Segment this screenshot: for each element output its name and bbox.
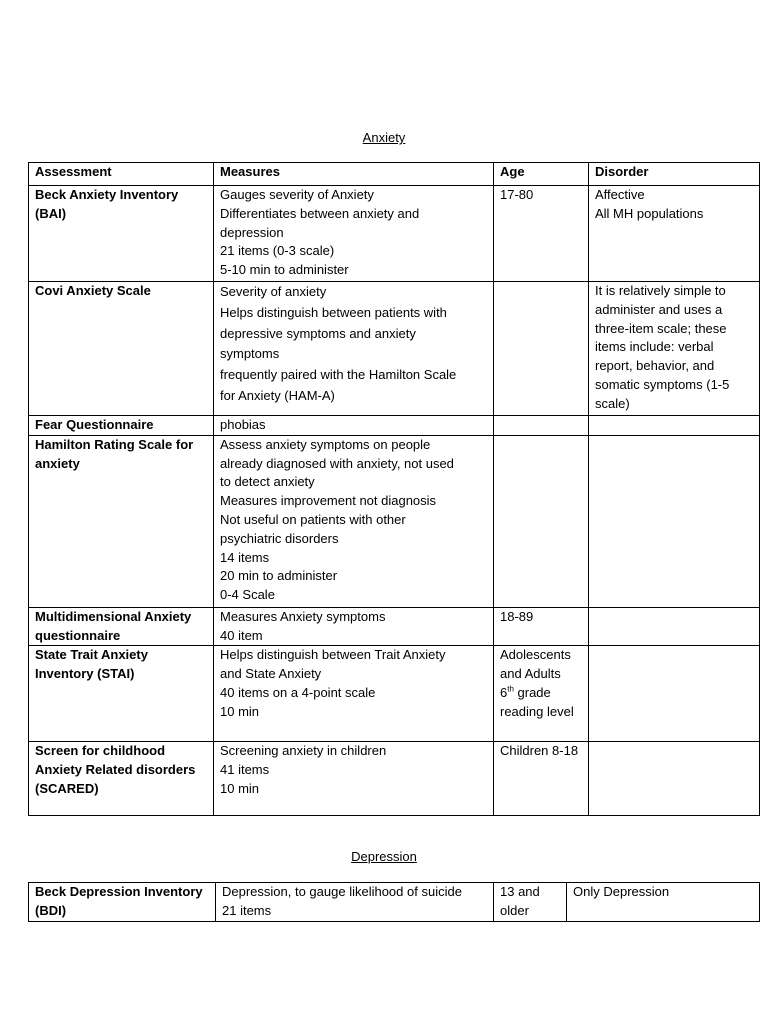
cell-line: to detect anxiety bbox=[220, 474, 315, 490]
cell-line: Helps distinguish between Trait Anxiety bbox=[220, 647, 446, 663]
anxiety-section-title: Anxiety bbox=[362, 130, 406, 145]
cell-line: 6th grade bbox=[500, 684, 551, 700]
table-row bbox=[29, 646, 760, 742]
cell-line: Not useful on patients with other bbox=[220, 511, 406, 527]
table-row bbox=[29, 282, 760, 416]
cell-line: Multidimensional Anxiety bbox=[35, 608, 192, 624]
cell-age bbox=[494, 282, 589, 416]
cell-measures bbox=[214, 186, 494, 282]
table-row bbox=[29, 416, 760, 436]
cell-line: symptoms bbox=[220, 346, 280, 362]
depression-assessment-table bbox=[28, 882, 760, 922]
cell-line: administer and uses a bbox=[595, 301, 723, 317]
header-age: Age bbox=[494, 163, 589, 186]
cell-assessment bbox=[29, 186, 214, 282]
header-disorder: Disorder bbox=[589, 163, 760, 186]
cell-assessment bbox=[29, 416, 214, 436]
cell-assessment bbox=[29, 435, 214, 607]
cell-line: Gauges severity of Anxiety bbox=[220, 187, 374, 202]
cell-line: Anxiety Related disorders bbox=[35, 762, 196, 778]
cell-line: anxiety bbox=[35, 455, 80, 471]
cell-line: scale) bbox=[595, 395, 630, 411]
cell-line: items include: verbal bbox=[595, 339, 714, 355]
cell-line: 17-80 bbox=[500, 187, 534, 202]
cell-measures bbox=[214, 435, 494, 607]
cell-age bbox=[494, 186, 589, 282]
cell-line: 0-4 Scale bbox=[220, 587, 275, 603]
cell-assessment bbox=[29, 883, 216, 922]
cell-line: Severity of anxiety bbox=[220, 284, 327, 299]
cell-line: (BDI) bbox=[35, 902, 67, 918]
cell-line: older bbox=[500, 902, 529, 918]
cell-assessment bbox=[29, 646, 214, 742]
cell-age bbox=[494, 416, 589, 436]
cell-assessment bbox=[29, 282, 214, 416]
cell-line: Differentiates between anxiety and bbox=[220, 205, 420, 221]
cell-line: Fear Questionnaire bbox=[35, 417, 154, 432]
cell-line: 18-89 bbox=[500, 608, 534, 624]
cell-line: phobias bbox=[220, 417, 266, 432]
cell-line: Beck Anxiety Inventory bbox=[35, 187, 179, 202]
table-row bbox=[29, 435, 760, 607]
cell-age bbox=[494, 883, 567, 922]
cell-age bbox=[494, 607, 589, 646]
cell-line: It is relatively simple to bbox=[595, 283, 726, 298]
cell-disorder bbox=[589, 282, 760, 416]
cell-line: psychiatric disorders bbox=[220, 530, 339, 546]
cell-disorder bbox=[589, 435, 760, 607]
cell-line: and State Anxiety bbox=[220, 666, 322, 682]
cell-measures bbox=[214, 742, 494, 816]
cell-measures bbox=[216, 883, 494, 922]
cell-disorder bbox=[567, 883, 760, 922]
cell-line: Measures Anxiety symptoms bbox=[220, 608, 386, 624]
cell-line: (SCARED) bbox=[35, 780, 99, 796]
cell-line: Affective bbox=[595, 187, 645, 202]
header-assessment: Assessment bbox=[29, 163, 214, 186]
cell-disorder bbox=[589, 607, 760, 646]
cell-line: Screening anxiety in children bbox=[220, 743, 387, 759]
cell-line: frequently paired with the Hamilton Scale bbox=[220, 367, 457, 383]
table-row bbox=[29, 742, 760, 816]
cell-line: (BAI) bbox=[35, 205, 67, 221]
cell-line: 10 min bbox=[220, 780, 260, 796]
cell-line: Helps distinguish between patients with bbox=[220, 304, 447, 320]
cell-line: and Adults bbox=[500, 666, 561, 682]
cell-line: 41 items bbox=[220, 762, 270, 778]
cell-line: 13 and bbox=[500, 884, 540, 899]
cell-line: already diagnosed with anxiety, not used bbox=[220, 455, 454, 471]
cell-disorder bbox=[589, 416, 760, 436]
cell-assessment bbox=[29, 607, 214, 646]
cell-measures bbox=[214, 607, 494, 646]
cell-line: Screen for childhood bbox=[35, 743, 166, 759]
cell-line: Beck Depression Inventory bbox=[35, 884, 203, 899]
cell-line: reading level bbox=[500, 703, 574, 719]
cell-line: Children 8-18 bbox=[500, 743, 579, 759]
cell-measures bbox=[214, 282, 494, 416]
cell-age bbox=[494, 742, 589, 816]
cell-line: 21 items bbox=[222, 902, 272, 918]
cell-line: 21 items (0-3 scale) bbox=[220, 243, 335, 259]
cell-disorder bbox=[589, 646, 760, 742]
cell-line: State Trait Anxiety bbox=[35, 647, 148, 663]
cell-line: somatic symptoms (1-5 bbox=[595, 376, 730, 392]
cell-line: three-item scale; these bbox=[595, 320, 727, 336]
cell-line: Assess anxiety symptoms on people bbox=[220, 436, 431, 452]
depression-section-title: Depression bbox=[351, 849, 417, 864]
cell-line: 40 items on a 4-point scale bbox=[220, 684, 376, 700]
cell-line: depression bbox=[220, 224, 284, 240]
cell-line: depressive symptoms and anxiety bbox=[220, 325, 416, 341]
table-row bbox=[29, 607, 760, 646]
cell-line: Adolescents bbox=[500, 647, 571, 663]
cell-line: 5-10 min to administer bbox=[220, 262, 349, 278]
table-header-row bbox=[29, 163, 760, 186]
cell-age bbox=[494, 435, 589, 607]
cell-line: 14 items bbox=[220, 549, 270, 565]
cell-line: Inventory (STAI) bbox=[35, 666, 135, 682]
table-row bbox=[29, 186, 760, 282]
cell-line: Depression, to gauge likelihood of suicide bbox=[222, 884, 462, 899]
cell-line: Covi Anxiety Scale bbox=[35, 283, 151, 298]
cell-line: questionnaire bbox=[35, 627, 121, 643]
cell-line: Measures improvement not diagnosis bbox=[220, 493, 437, 509]
cell-measures bbox=[214, 416, 494, 436]
cell-line: 20 min to administer bbox=[220, 568, 338, 584]
cell-line: report, behavior, and bbox=[595, 358, 715, 374]
cell-measures bbox=[214, 646, 494, 742]
cell-line: All MH populations bbox=[595, 205, 704, 221]
cell-disorder bbox=[589, 742, 760, 816]
cell-line: 10 min bbox=[220, 703, 260, 719]
cell-disorder bbox=[589, 186, 760, 282]
anxiety-assessment-table bbox=[28, 162, 760, 816]
cell-line: Hamilton Rating Scale for bbox=[35, 436, 194, 452]
table-row bbox=[29, 883, 760, 922]
cell-age bbox=[494, 646, 589, 742]
cell-line: 40 item bbox=[220, 627, 263, 643]
cell-line: Only Depression bbox=[573, 884, 670, 899]
header-measures: Measures bbox=[214, 163, 494, 186]
cell-line: for Anxiety (HAM-A) bbox=[220, 387, 335, 403]
cell-assessment bbox=[29, 742, 214, 816]
